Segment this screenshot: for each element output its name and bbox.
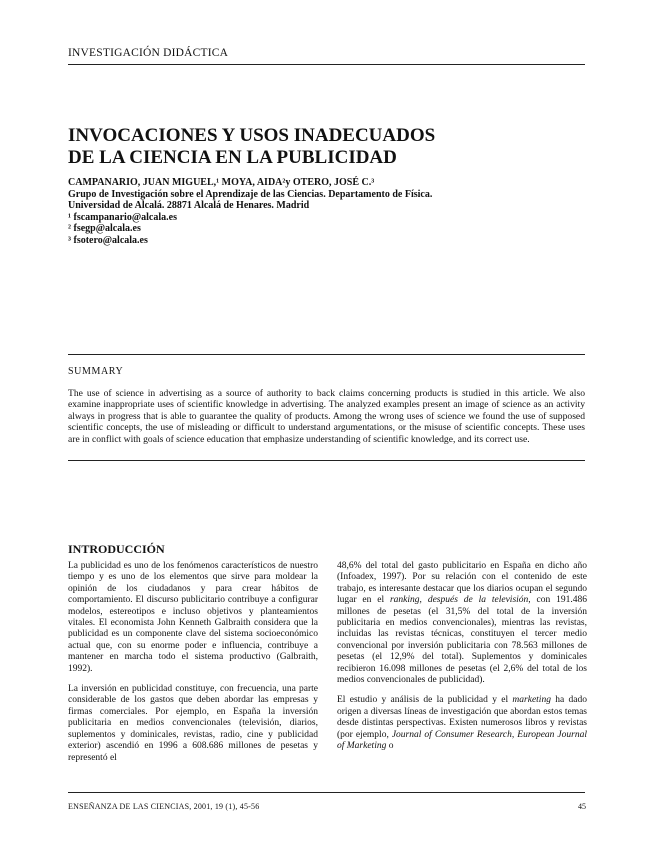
intro-paragraph-2: La inversión en publicidad constituye, con frecuencia, una parte considerable de los gastos que deben abordar las empresas y firmas comerciales. Por ejemplo, en España la inversión publicitaria en medios convencionales (televisión, diarios, suplementos y dominicales, revistas, radio, cine y publicidad exterior) ascendió en 1996 a 608.686 millones de pesetas y representó el — [68, 684, 318, 763]
summary-bottom-rule — [68, 460, 585, 461]
left-column — [68, 561, 318, 773]
paragraph-3-text-b: , — [419, 595, 428, 606]
summary-heading: SUMMARY — [68, 366, 124, 377]
section-heading-introduccion: INTRODUCCIÓN — [68, 542, 165, 556]
intro-paragraph-3 — [337, 561, 587, 686]
footer-rule — [68, 792, 585, 793]
title-line-2: DE LA CIENCIA EN LA PUBLICIDAD — [68, 147, 397, 168]
intro-paragraph-1: La publicidad es uno de los fenómenos característicos de nuestro tiempo y es uno de los elementos que sirve para moldear la opinión de los ciudadanos y para crear hábitos de comportamiento. El discurso publicitario contribuye a configurar modelos, estereotipos e incluso objetivos y planteamientos vitales. El economista John Kenneth Galbraith considera que la publicidad es un componente clave del sistema socioeconómico actual que, con su enorme poder e influencia, contribuye a mantener en marcha todo el sistema productivo (Galbraith, 1992). — [68, 561, 318, 674]
paragraph-3-text-c: , con 191.486 millones de pesetas (el 31,5% del total de la inversión publicitaria en medios convencionales), mientras las revistas, incluidas las revistas técnicas, constituyen el tercer medio convencional por inversión publicitaria con 78.563 millones de pesetas (el 12,9% del total). Suplementos y dominicales recibieron 16.098 millones de pesetas (el 2,6% del total de los medios convencionales de publicidad). — [337, 595, 588, 686]
paragraph-4-text-b: ha dado origen a diversas líneas de investigación que abordan estos temas desde distintas perspectivas. Existen numerosos libros y revistas (por ejemplo, — [337, 695, 587, 740]
header-rule — [68, 64, 585, 65]
paragraph-4-emphasis-journals: Journal of Consumer Research, European Journal of Marketing — [337, 729, 587, 752]
paragraph-4-text-a: El estudio y análisis de la publicidad y el — [337, 695, 513, 706]
title-line-1: INVOCACIONES Y USOS INADECUADOS — [68, 125, 436, 146]
affiliation-line-2: Universidad de Alcalá. 28871 Alcalá de Henares. Madrid — [68, 200, 310, 212]
footer-citation: ENSEÑANZA DE LAS CIENCIAS, 2001, 19 (1), 45-56 — [68, 802, 260, 811]
right-column — [337, 561, 587, 762]
email-2: ² fsegp@alcala.es — [68, 223, 141, 235]
summary-text: The use of science in advertising as a source of authority to back claims concerning products is studied in this article. We also examine inappropriate uses of scientific knowledge in advertising. The analyzed examples present an image of science as an activity always in progress that is able to guarantee the quality of products. Among the wrong uses of science we found the use of supposed scientific concepts, the use of misleading or difficult to understand argumentations, or the misuse of scientific concepts. These uses are in conflict with goals of science education that emphasize understanding of scientific knowledge, and its correct use. — [68, 388, 585, 445]
intro-paragraph-4 — [337, 695, 587, 752]
authors: CAMPANARIO, JUAN MIGUEL,¹ MOYA, AIDA²y OTERO, JOSÉ C.³ — [68, 177, 375, 188]
paragraph-3-text-a: 48,6% del total del gasto publicitario en España en dicho año (Infoadex, 1997). Por su relación con el contenido de este trabajo, es interesante destacar que los diarios ocupan el segundo lugar en el — [337, 561, 587, 606]
paragraph-3-emphasis-tv: después de la televisión — [427, 595, 529, 606]
article-title — [68, 125, 588, 169]
page-number: 45 — [578, 802, 586, 811]
paragraph-4-emphasis-marketing: marketing — [512, 695, 551, 706]
affiliation-line-1: Grupo de Investigación sobre el Aprendizaje de las Ciencias. Departamento de Física. — [68, 188, 433, 200]
paragraph-3-emphasis-ranking: ranking — [389, 595, 420, 606]
email-3: ³ fsotero@alcala.es — [68, 234, 148, 246]
author-block — [68, 177, 588, 247]
summary-top-rule — [68, 354, 585, 355]
email-1: ¹ fscampanario@alcala.es — [68, 211, 177, 223]
paragraph-4-text-c: o — [386, 741, 394, 752]
running-head: INVESTIGACIÓN DIDÁCTICA — [68, 47, 229, 59]
